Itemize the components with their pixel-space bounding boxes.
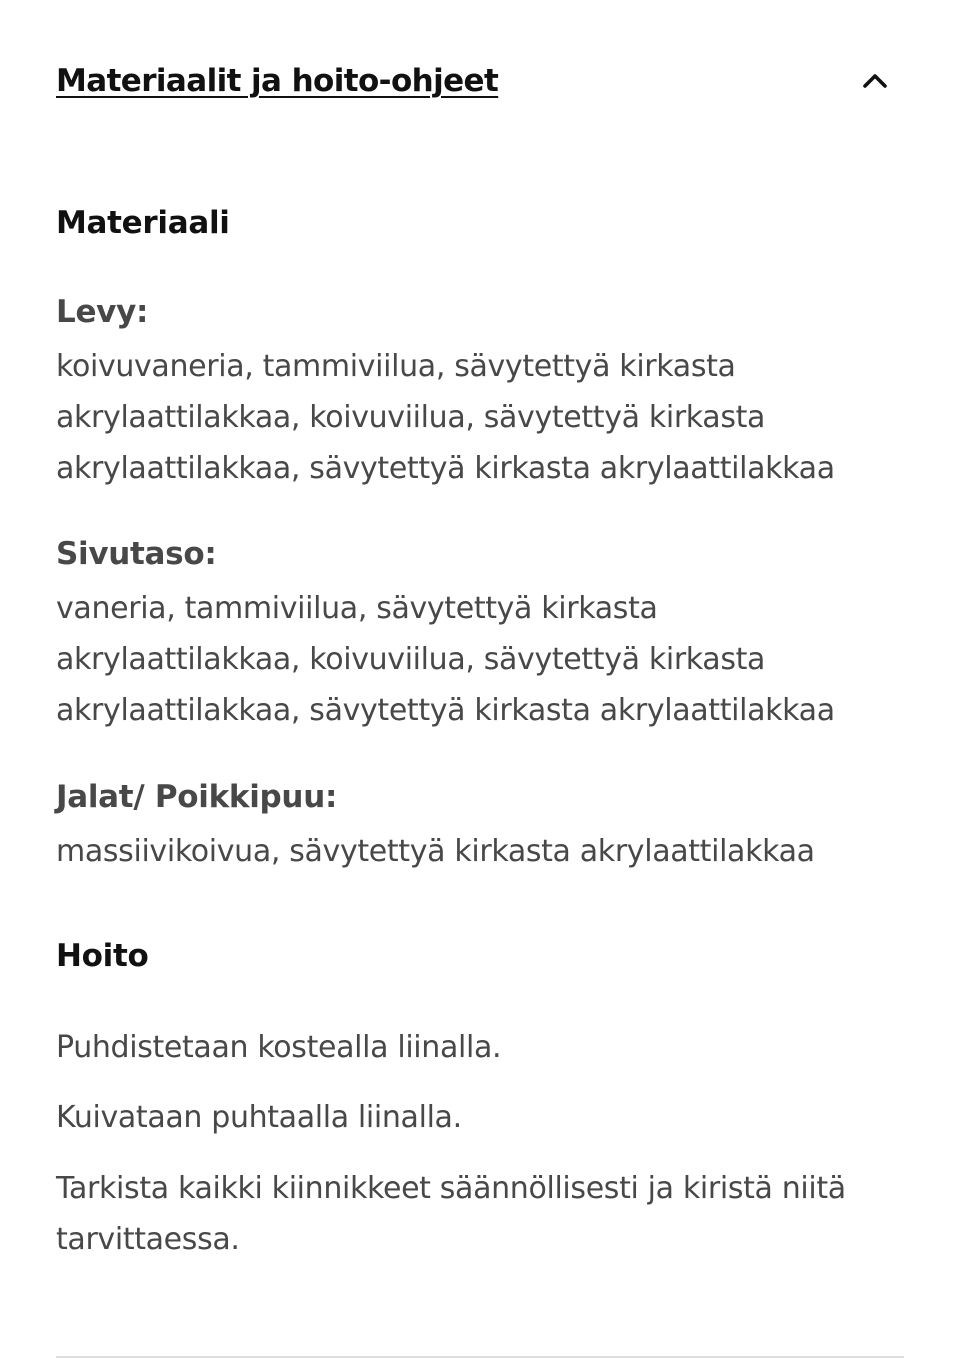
material-label-jalat: Jalat/ Poikkipuu: bbox=[56, 779, 338, 815]
section-divider bbox=[56, 1356, 904, 1358]
material-value-line: vaneria, tammiviilua, sävytettyä kirkasta bbox=[56, 591, 658, 626]
material-value-line: akrylaattilakkaa, sävytettyä kirkasta akrylaattilakkaa bbox=[56, 451, 835, 486]
care-instruction-line: Tarkista kaikki kiinnikkeet säännöllisesti ja kiristä niitä bbox=[56, 1171, 846, 1206]
care-instruction-line: Kuivataan puhtaalla liinalla. bbox=[56, 1100, 462, 1135]
material-value-line: akrylaattilakkaa, koivuviilua, sävytettyä kirkasta bbox=[56, 400, 766, 435]
care-instruction bbox=[56, 1022, 904, 1073]
materials-heading: Materiaali bbox=[56, 205, 230, 241]
chevron-up-icon[interactable] bbox=[858, 64, 892, 98]
accordion-header[interactable] bbox=[56, 56, 904, 106]
material-value-line: akrylaattilakkaa, sävytettyä kirkasta akrylaattilakkaa bbox=[56, 693, 835, 728]
accordion-title[interactable]: Materiaalit ja hoito-ohjeet bbox=[56, 63, 499, 99]
material-label-levy: Levy: bbox=[56, 294, 149, 330]
material-value-jalat bbox=[56, 826, 904, 877]
care-heading: Hoito bbox=[56, 938, 149, 974]
chevron-up-icon-graphic bbox=[860, 66, 890, 96]
care-instruction bbox=[56, 1092, 904, 1143]
material-label-sivutaso: Sivutaso: bbox=[56, 536, 217, 572]
material-value-line: koivuvaneria, tammiviilua, sävytettyä kirkasta bbox=[56, 349, 736, 384]
material-value-sivutaso bbox=[56, 583, 904, 736]
material-value-line: massiivikoivua, sävytettyä kirkasta akrylaattilakkaa bbox=[56, 834, 815, 869]
care-instruction bbox=[56, 1163, 904, 1265]
care-instruction-line: tarvittaessa. bbox=[56, 1222, 240, 1257]
material-value-levy bbox=[56, 341, 904, 494]
material-value-line: akrylaattilakkaa, koivuviilua, sävytettyä kirkasta bbox=[56, 642, 766, 677]
care-instruction-line: Puhdistetaan kostealla liinalla. bbox=[56, 1030, 502, 1065]
